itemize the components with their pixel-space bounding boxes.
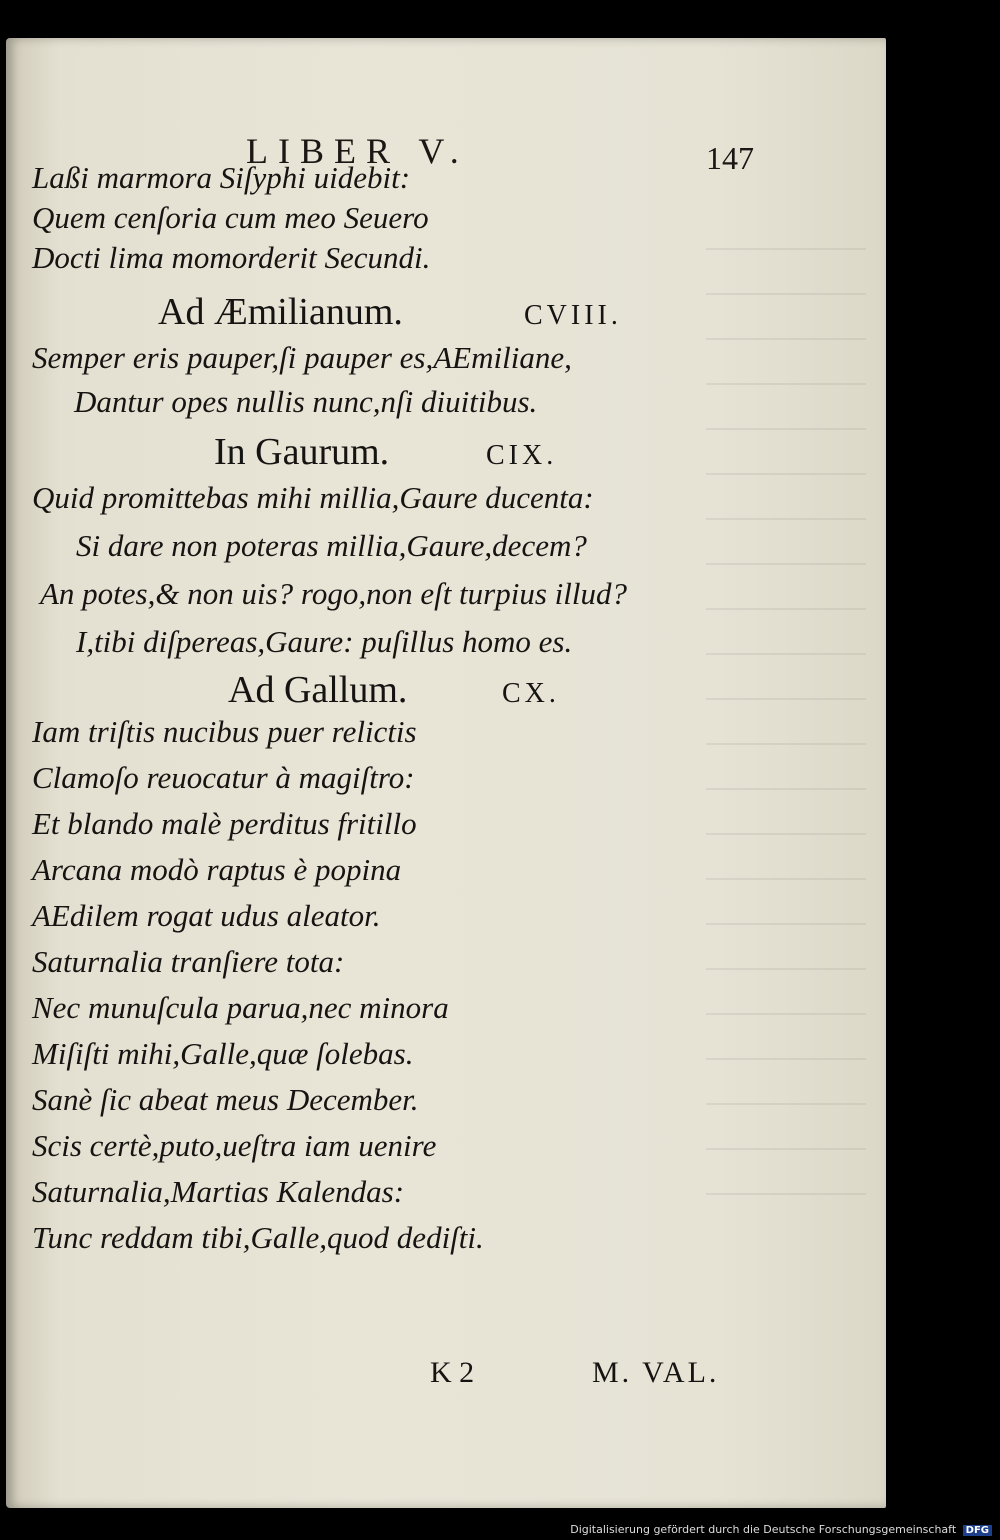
- text-line: Tunc reddam tibi,Galle,quod dediſti.: [32, 1220, 484, 1255]
- text-line: Iam triſtis nucibus puer relictis: [32, 714, 417, 749]
- text-line: Saturnalia,Martias Kalendas:: [32, 1174, 405, 1209]
- text-line: Semper eris pauper,ſi pauper es,AEmiliane,: [32, 340, 572, 375]
- text-line: Scis certè,puto,ueſtra iam uenire: [32, 1128, 437, 1163]
- text-line: Saturnalia tranſiere tota:: [32, 944, 345, 979]
- digitization-credit: [570, 1523, 992, 1536]
- credit-text: Digitalisierung gefördert durch die Deutsche Forschungsgemeinschaft: [570, 1523, 957, 1536]
- catchword: M. VAL.: [592, 1356, 720, 1389]
- text-line: Clamoſo reuocatur à magiſtro:: [32, 760, 415, 795]
- poem-title: In Gaurum.: [214, 431, 390, 473]
- poem-number: CX.: [502, 678, 560, 709]
- text-line: Quid promittebas mihi millia,Gaure ducenta:: [32, 480, 594, 515]
- show-through: [706, 218, 866, 1218]
- text-line: Quem cenſoria cum meo Seuero: [32, 200, 429, 235]
- poem-number: CVIII.: [524, 300, 622, 331]
- running-head: LIBER V.: [246, 131, 469, 171]
- text-line: AEdilem rogat udus aleator.: [32, 898, 381, 933]
- text-line: Laßi marmora Siſyphi uidebit:: [32, 160, 411, 195]
- text-line: Miſiſti mihi,Galle,quæ ſolebas.: [32, 1036, 414, 1071]
- text-line: An potes,& non uis? rogo,non eſt turpius illud?: [40, 576, 628, 611]
- text-line: Arcana modò raptus è popina: [32, 852, 402, 887]
- poem-title: Ad Gallum.: [228, 669, 408, 711]
- text-line: I,tibi diſpereas,Gaure: puſillus homo es.: [76, 624, 573, 659]
- dfg-logo: DFG: [963, 1525, 992, 1536]
- signature-mark: K 2: [430, 1356, 475, 1389]
- text-line: Et blando malè perditus fritillo: [32, 806, 417, 841]
- text-line: Docti lima momorderit Secundi.: [32, 240, 431, 275]
- book-page: [6, 38, 886, 1508]
- text-line: Nec munuſcula parua,nec minora: [32, 990, 449, 1025]
- text-line: Si dare non poteras millia,Gaure,decem?: [76, 528, 587, 563]
- text-line: Dantur opes nullis nunc,nſi diuitibus.: [74, 384, 538, 419]
- poem-title: Ad Æmilianum.: [158, 291, 403, 333]
- text-line: Sanè ſic abeat meus December.: [32, 1082, 419, 1117]
- page-number: 147: [706, 140, 754, 176]
- poem-number: CIX.: [486, 440, 558, 471]
